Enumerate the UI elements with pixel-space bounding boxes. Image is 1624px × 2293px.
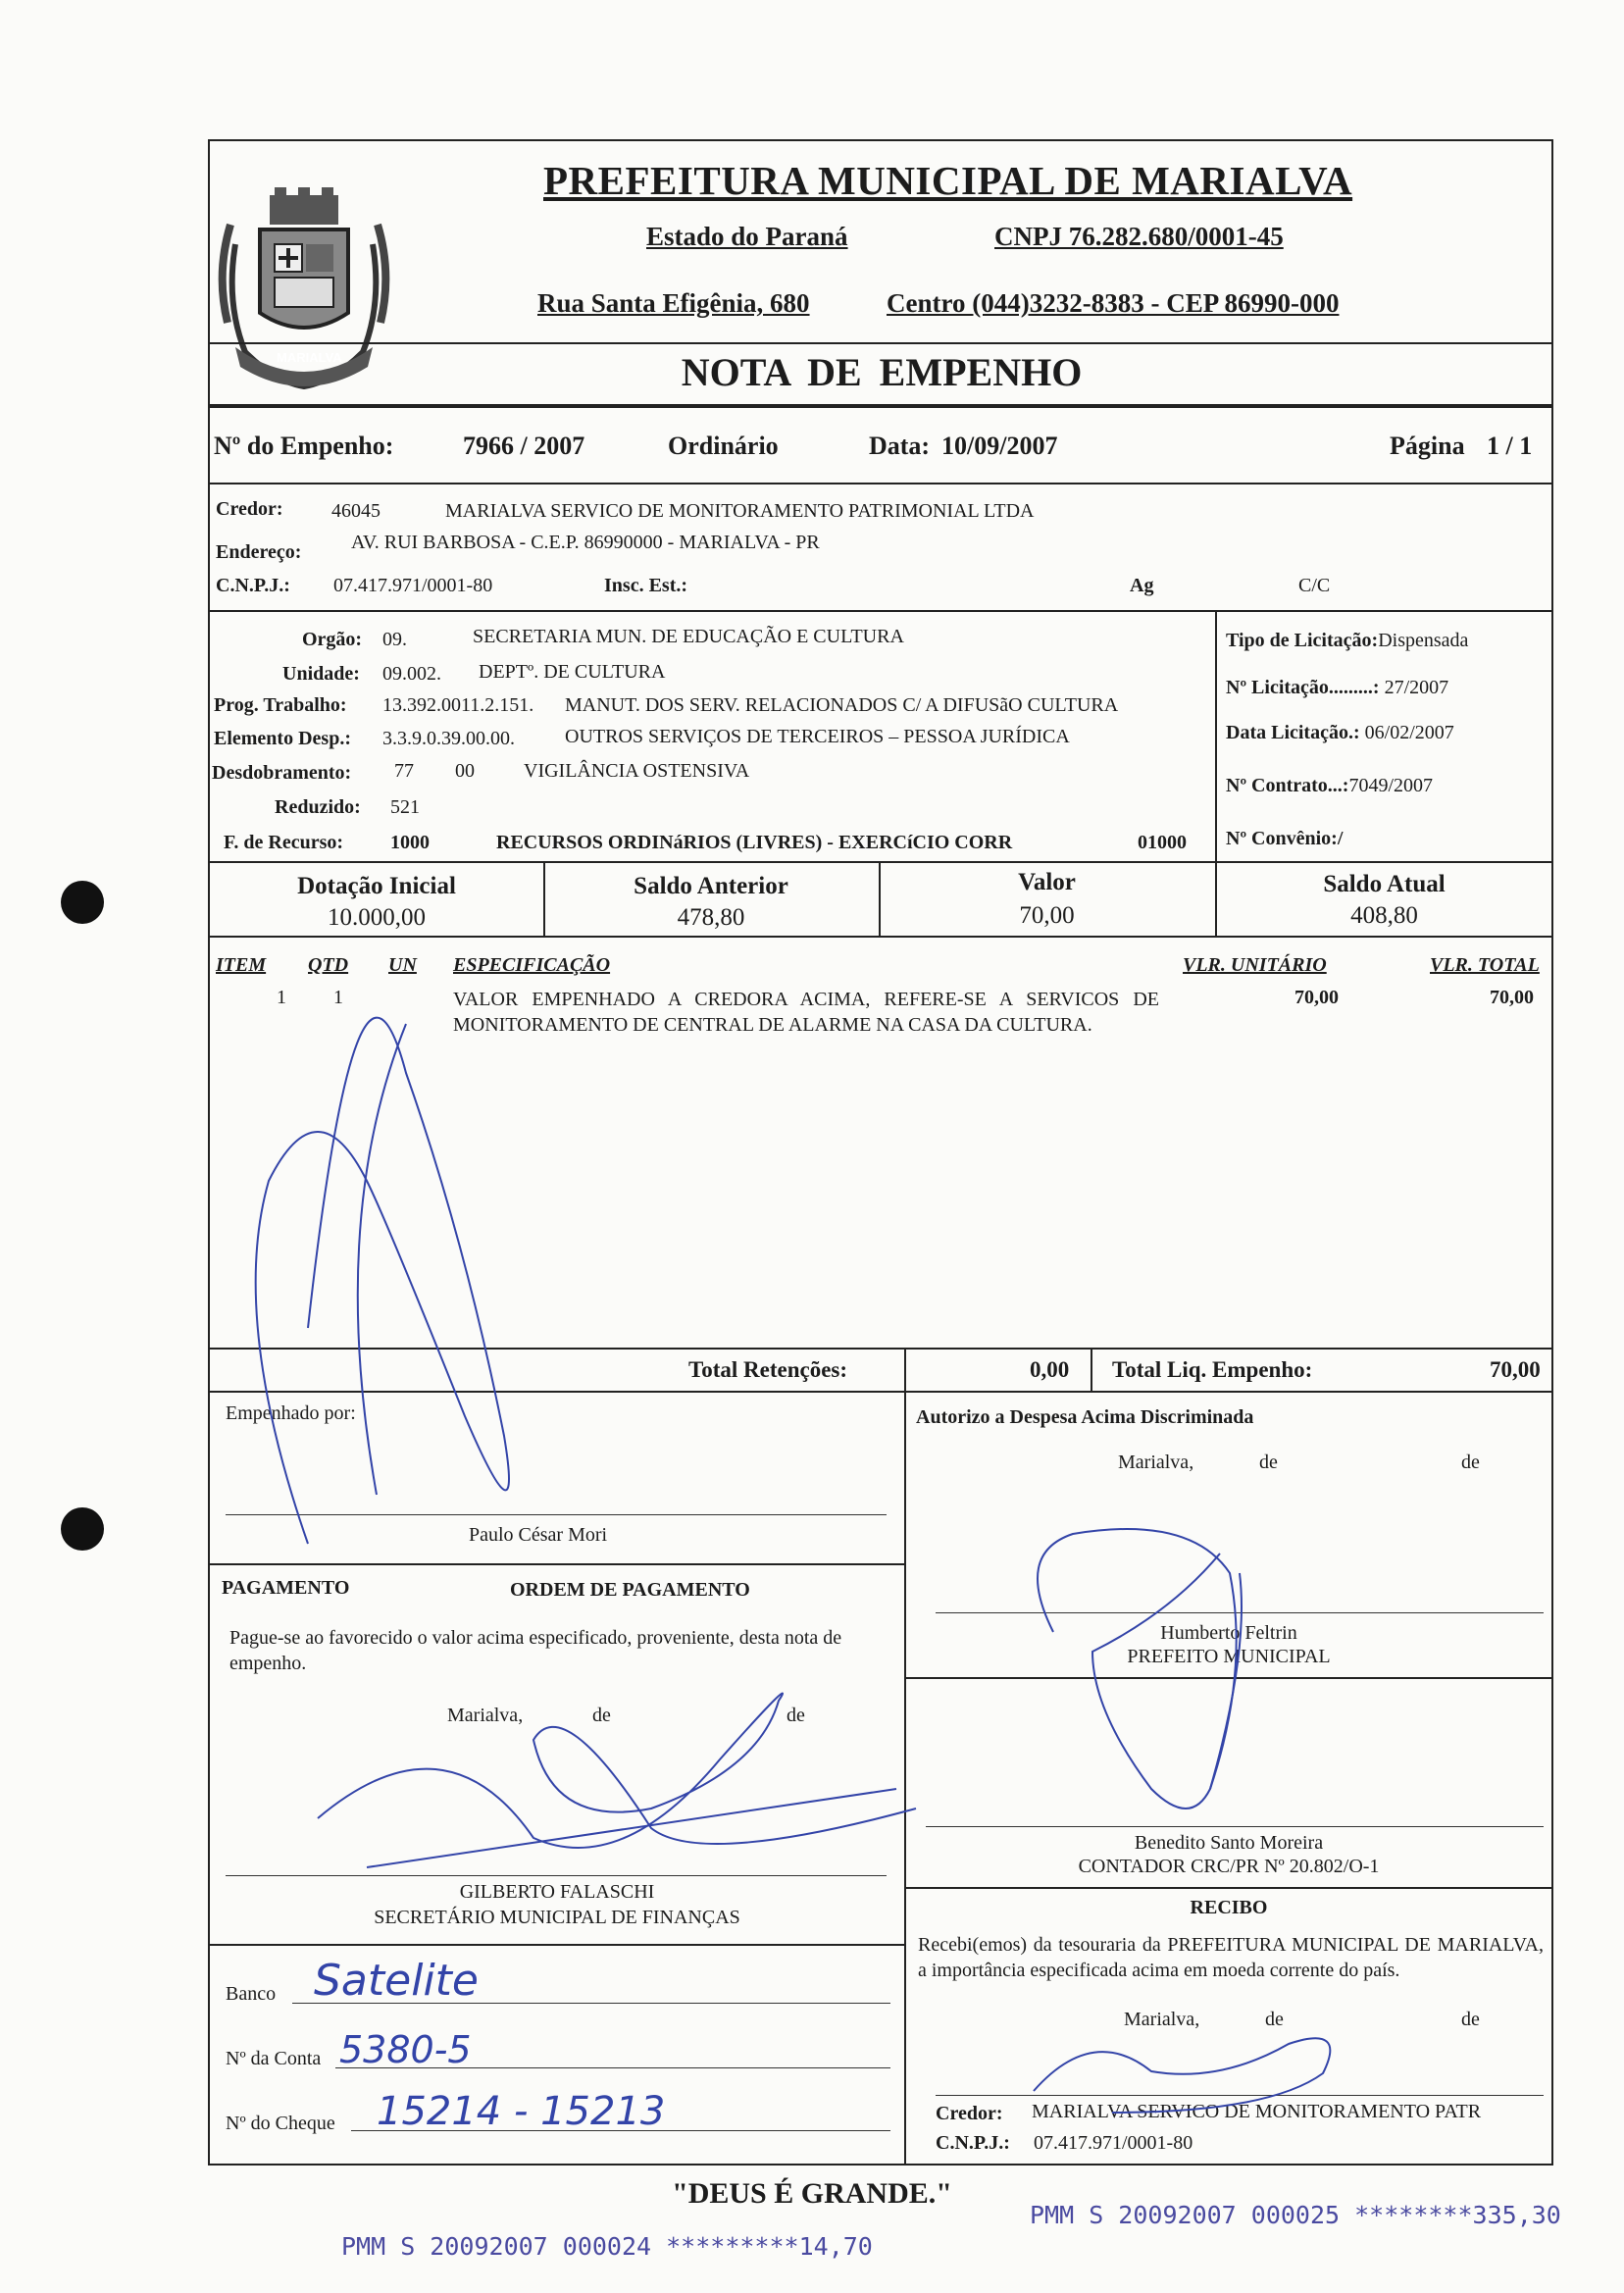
desdobramento-code: 77 bbox=[394, 760, 414, 782]
motto: "DEUS É GRANDE." bbox=[672, 2177, 952, 2210]
prog-code: 13.392.0011.2.151. bbox=[382, 694, 534, 716]
valor-label: Valor bbox=[1018, 869, 1076, 895]
recurso-code: 1000 bbox=[390, 832, 430, 853]
total-liq-value: 70,00 bbox=[1490, 1357, 1541, 1382]
saldo-atual-value: 408,80 bbox=[1350, 902, 1418, 929]
desdobramento-label: Desdobramento: bbox=[212, 762, 352, 784]
credor-cnpj-label: C.N.P.J.: bbox=[216, 575, 290, 596]
recibo-credor-label: Credor: bbox=[936, 2103, 1003, 2124]
saldo-atual-label: Saldo Atual bbox=[1323, 871, 1446, 897]
total-liq-label: Total Liq. Empenho: bbox=[1112, 1357, 1313, 1382]
credor-label: Credor: bbox=[216, 498, 283, 520]
nota-de-empenho-form bbox=[208, 139, 1553, 2166]
recibo-de2: de bbox=[1461, 2009, 1480, 2030]
prog-label: Prog. Trabalho: bbox=[214, 694, 347, 716]
dotacao-value: 10.000,00 bbox=[328, 904, 426, 931]
recibo-de1: de bbox=[1265, 2009, 1284, 2030]
cheque-value: 15214 - 15213 bbox=[377, 2089, 666, 2134]
total-retencoes-label: Total Retenções: bbox=[688, 1357, 848, 1382]
col-item: ITEM bbox=[216, 954, 267, 976]
item-total: 70,00 bbox=[1490, 987, 1534, 1008]
pagamento-place: Marialva, bbox=[447, 1705, 524, 1726]
insc-est-label: Insc. Est.: bbox=[604, 575, 688, 596]
stamp-right: PMM S 20092007 000025 ********335,30 bbox=[1030, 2201, 1561, 2229]
item-unit: 70,00 bbox=[1294, 987, 1339, 1008]
credor-code: 46045 bbox=[331, 500, 381, 522]
empenho-label: Nº do Empenho: bbox=[214, 432, 394, 460]
cnpj-label: CNPJ 76.282.680/0001-45 bbox=[994, 222, 1284, 251]
pen-signatures bbox=[210, 141, 1553, 2167]
col-total: VLR. TOTAL bbox=[1430, 954, 1540, 976]
empenho-type: Ordinário bbox=[668, 432, 779, 460]
elemento-name: OUTROS SERVIÇOS DE TERCEIROS – PESSOA JURÍDICA bbox=[565, 726, 1070, 747]
recurso-num: 01000 bbox=[1138, 832, 1187, 853]
autorizo-de2: de bbox=[1461, 1452, 1480, 1473]
item-number: 1 bbox=[277, 987, 286, 1008]
unidade-name: DEPTº. DE CULTURA bbox=[479, 661, 666, 683]
recibo-credor: MARIALVA SERVICO DE MONITORAMENTO PATR bbox=[1032, 2101, 1482, 2122]
empenhado-name: Paulo César Mori bbox=[469, 1524, 608, 1546]
recibo-label: RECIBO bbox=[1190, 1897, 1268, 1918]
recibo-cnpj-label: C.N.P.J.: bbox=[936, 2132, 1010, 2154]
punch-hole-bottom bbox=[61, 1507, 104, 1551]
stamp-left: PMM S 20092007 000024 *********14,70 bbox=[341, 2232, 873, 2261]
tipo-licitacao-value: Dispensada bbox=[1378, 630, 1469, 651]
recurso-label: F. de Recurso: bbox=[224, 832, 344, 853]
elemento-code: 3.3.9.0.39.00.00. bbox=[382, 728, 515, 749]
autorizo-place: Marialva, bbox=[1118, 1452, 1194, 1473]
credor-name: MARIALVA SERVICO DE MONITORAMENTO PATRIMONIAL LTDA bbox=[445, 500, 1035, 522]
ordem-pagamento-label: ORDEM DE PAGAMENTO bbox=[510, 1579, 750, 1601]
state-label: Estado do Paraná bbox=[646, 222, 848, 251]
col-espec: ESPECIFICAÇÃO bbox=[453, 954, 611, 976]
saldo-anterior-value: 478,80 bbox=[677, 904, 745, 931]
data-licitacao-label: Data Licitação.: 06/02/2007 bbox=[1226, 722, 1454, 743]
reduzido-label: Reduzido: bbox=[275, 796, 361, 818]
conta-value: 5380-5 bbox=[339, 2028, 472, 2071]
cheque-label: Nº do Cheque bbox=[226, 2113, 335, 2134]
reduzido-code: 521 bbox=[390, 796, 420, 818]
crest-ribbon-text: MARIALVA bbox=[277, 350, 342, 365]
contador-name: Benedito Santo Moreira bbox=[1134, 1832, 1324, 1854]
address-contact: Centro (044)3232-8383 - CEP 86990-000 bbox=[887, 288, 1340, 318]
page-title: PREFEITURA MUNICIPAL DE MARIALVA bbox=[543, 158, 1353, 203]
date-value: 10/09/2007 bbox=[941, 432, 1058, 460]
financas-signer-name: GILBERTO FALASCHI bbox=[459, 1881, 655, 1903]
date-label: Data: bbox=[869, 432, 931, 460]
empenho-number: 7966 / 2007 bbox=[463, 432, 585, 460]
orgao-name: SECRETARIA MUN. DE EDUCAÇÃO E CULTURA bbox=[473, 626, 904, 647]
page-value: 1 / 1 bbox=[1487, 432, 1533, 460]
item-qtd: 1 bbox=[333, 987, 343, 1008]
pagamento-label: PAGAMENTO bbox=[222, 1577, 350, 1599]
doc-title: NOTA DE EMPENHO bbox=[681, 350, 1083, 394]
recibo-text: Recebi(emos) da tesouraria da PREFEITURA MUNICIPAL DE MARIALVA, a importância especificada acima em moeda corrente do país. bbox=[918, 1934, 1544, 1981]
account-label: C/C bbox=[1298, 575, 1331, 596]
col-un: UN bbox=[388, 954, 417, 976]
pagamento-text: Pague-se ao favorecido o valor acima especificado, proveniente, desta nota de empenho. bbox=[229, 1627, 842, 1674]
convenio-label: Nº Convênio:/ bbox=[1226, 828, 1344, 849]
pagamento-de2: de bbox=[787, 1705, 805, 1726]
autorizo-label: Autorizo a Despesa Acima Discriminada bbox=[916, 1406, 1254, 1428]
contrato-value: 7049/2007 bbox=[1348, 775, 1434, 796]
credor-address: AV. RUI BARBOSA - C.E.P. 86990000 - MARIALVA - PR bbox=[351, 532, 820, 553]
financas-signer-role: SECRETÁRIO MUNICIPAL DE FINANÇAS bbox=[374, 1907, 740, 1928]
empenhado-label: Empenhado por: bbox=[226, 1402, 356, 1424]
item-espec: VALOR EMPENHADO A CREDORA ACIMA, REFERE-SE A SERVICOS DE MONITORAMENTO DE CENTRAL DE ALARME NA CASA DA CULTURA. bbox=[453, 989, 1159, 1036]
autorizo-de1: de bbox=[1259, 1452, 1278, 1473]
agency-label: Ag bbox=[1130, 575, 1154, 596]
col-qtd: QTD bbox=[308, 954, 349, 976]
recurso-name: RECURSOS ORDINáRIOS (LIVRES) - EXERCíCIO CORR bbox=[496, 832, 1013, 853]
prefeito-name: Humberto Feltrin bbox=[1160, 1622, 1297, 1644]
desdobramento-sub: 00 bbox=[455, 760, 475, 782]
recibo-cnpj: 07.417.971/0001-80 bbox=[1034, 2132, 1193, 2154]
total-retencoes-value: 0,00 bbox=[1030, 1357, 1070, 1382]
tipo-licitacao-label: Tipo de Licitação:Dispensada bbox=[1226, 630, 1469, 651]
banco-label: Banco bbox=[226, 1983, 277, 2005]
valor-value: 70,00 bbox=[1019, 902, 1075, 929]
dotacao-label: Dotação Inicial bbox=[297, 873, 456, 899]
recibo-place: Marialva, bbox=[1124, 2009, 1200, 2030]
page-label: Página bbox=[1390, 432, 1465, 460]
prog-name: MANUT. DOS SERV. RELACIONADOS C/ A DIFUSãO CULTURA bbox=[565, 694, 1119, 716]
num-licitacao-value: 27/2007 bbox=[1384, 677, 1449, 698]
address-label: Rua Santa Efigênia, 680 bbox=[537, 288, 810, 318]
contador-role: CONTADOR CRC/PR Nº 20.802/O-1 bbox=[1078, 1856, 1380, 1877]
unidade-code: 09.002. bbox=[382, 663, 441, 685]
col-unit: VLR. UNITÁRIO bbox=[1183, 954, 1327, 976]
num-licitacao-label: Nº Licitação.........: 27/2007 bbox=[1226, 677, 1449, 698]
orgao-label: Orgão: bbox=[302, 629, 363, 650]
saldo-anterior-label: Saldo Anterior bbox=[634, 873, 788, 899]
elemento-label: Elemento Desp.: bbox=[214, 728, 351, 749]
unidade-label: Unidade: bbox=[282, 663, 360, 685]
credor-cnpj: 07.417.971/0001-80 bbox=[333, 575, 493, 596]
prefeito-role: PREFEITO MUNICIPAL bbox=[1127, 1646, 1331, 1667]
address-field-label: Endereço: bbox=[216, 541, 302, 563]
pagamento-de1: de bbox=[592, 1705, 611, 1726]
orgao-code: 09. bbox=[382, 629, 407, 650]
data-licitacao-value: 06/02/2007 bbox=[1364, 722, 1454, 743]
desdobramento-name: VIGILÂNCIA OSTENSIVA bbox=[524, 760, 750, 782]
conta-label: Nº da Conta bbox=[226, 2048, 322, 2069]
contrato-label: Nº Contrato...:7049/2007 bbox=[1226, 775, 1434, 796]
banco-value: Satelite bbox=[314, 1956, 479, 2006]
punch-hole-top bbox=[61, 881, 104, 924]
